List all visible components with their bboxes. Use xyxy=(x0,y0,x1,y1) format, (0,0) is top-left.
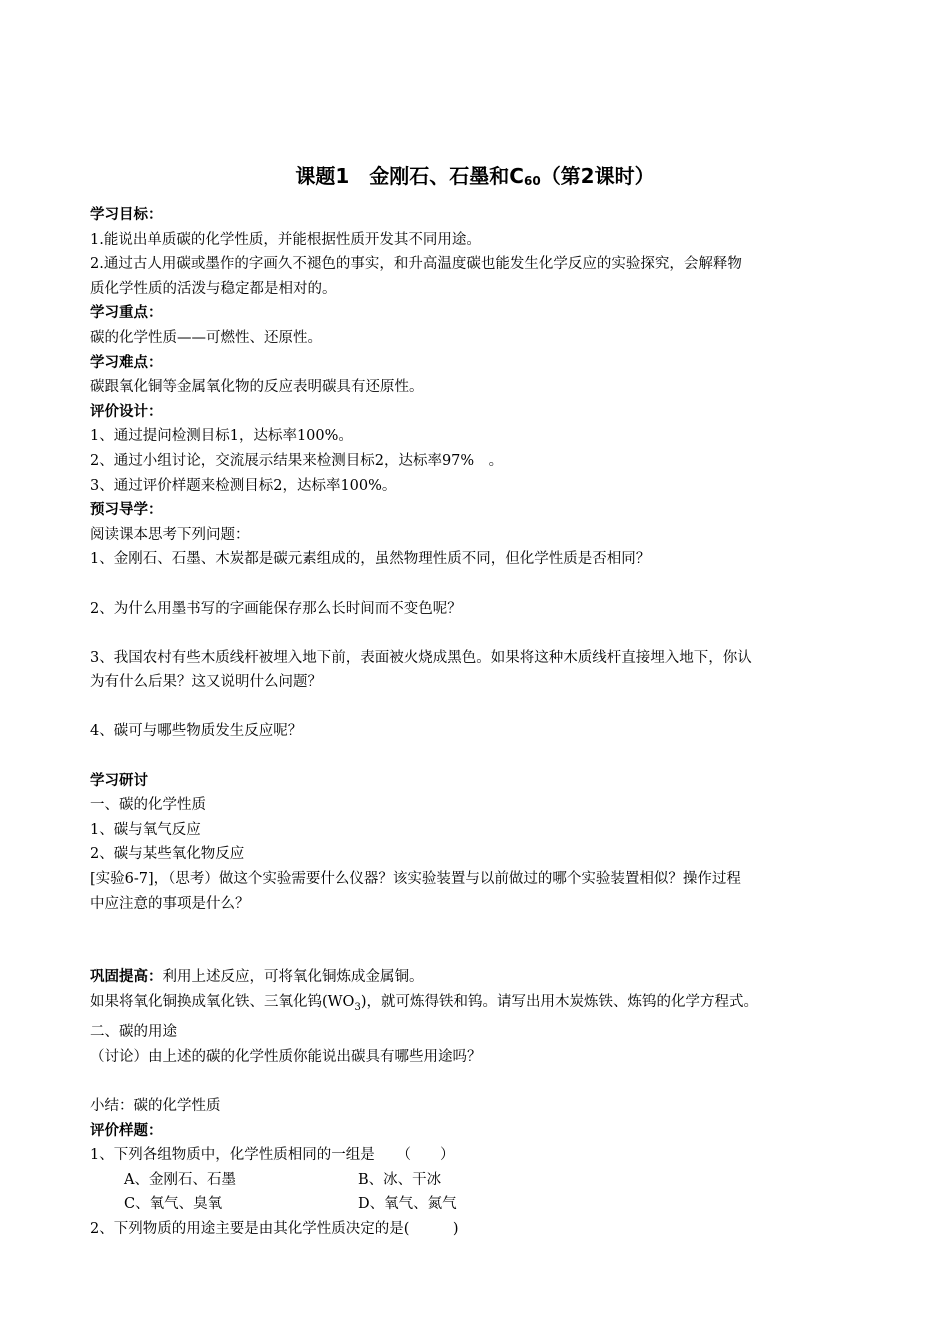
answer-space xyxy=(90,1069,870,1094)
preview-question: 3、我国农村有些木质线杆被埋入地下前，表面被火烧成黑色。如果将这种木质线杆直接埋入地下，你认 xyxy=(90,649,752,666)
experiment-question: [实验6-7]，（思考）做这个实验需要什么仪器？该实验装置与以前做过的哪个实验装置相似？操作过程 xyxy=(90,871,741,888)
section-title: 二、碳的用途 xyxy=(90,1024,177,1041)
section-title: 一、碳的化学性质 xyxy=(90,797,206,814)
option-b: B、冰、干冰 xyxy=(358,1171,442,1188)
consolidate-heading: 巩固提高： xyxy=(90,969,163,986)
preview-question: 2、为什么用墨书写的字画能保存那么长时间而不变色呢？ xyxy=(90,600,462,617)
discussion: （讨论）由上述的碳的化学性质你能说出碳具有哪些用途吗？ xyxy=(90,1048,482,1065)
experiment-question-cont: 中应注意的事项是什么？ xyxy=(90,895,250,912)
option-row xyxy=(90,1168,870,1193)
document-body xyxy=(90,203,870,1242)
consolidate-text: 利用上述反应，可将氧化铜炼成金属铜。 xyxy=(162,969,424,986)
preview-question: 1、金刚石、石墨、木炭都是碳元素组成的，虽然物理性质不同，但化学性质是否相同？ xyxy=(90,551,651,568)
consolidate-text: )，就可炼得铁和钨。请写出用木炭炼铁、炼钨的化学方程式。 xyxy=(360,993,758,1010)
difficulty-heading: 学习难点： xyxy=(90,354,163,371)
preview-intro: 阅读课本思考下列问题： xyxy=(90,526,250,543)
goal-item: 2.通过古人用碳或墨作的字画久不褪色的事实，和升高温度碳也能发生化学反应的实验探究，会解释物 xyxy=(90,256,742,273)
study-heading: 学习研讨 xyxy=(90,772,148,789)
answer-space xyxy=(90,744,870,769)
option-row xyxy=(90,1192,870,1217)
title-suffix: （第2课时） xyxy=(540,164,655,188)
focus-heading: 学习重点： xyxy=(90,305,163,322)
evaluation-item: 1、通过提问检测目标1，达标率100%。 xyxy=(90,428,353,445)
evaluation-item: 2、通过小组讨论，交流展示结果来检测目标2，达标率97% 。 xyxy=(90,452,504,469)
consolidate-text: 如果将氧化铜换成氧化铁、三氧化钨(WO xyxy=(90,993,355,1010)
preview-question: 4、碳可与哪些物质发生反应呢？ xyxy=(90,723,303,740)
samples-heading: 评价样题： xyxy=(90,1122,163,1139)
sample-question: 2、下列物质的用途主要是由其化学性质决定的是( ) xyxy=(90,1221,459,1238)
title-subscript: 60 xyxy=(523,174,541,188)
option-c: C、氧气、臭氧 xyxy=(124,1196,223,1213)
option-d: D、氧气、氮气 xyxy=(358,1196,457,1213)
page-title xyxy=(0,160,950,189)
focus-text: 碳的化学性质——可燃性、还原性。 xyxy=(90,329,322,346)
preview-question-cont: 为有什么后果？这又说明什么问题？ xyxy=(90,674,322,691)
subsection: 2、碳与某些氧化物反应 xyxy=(90,846,245,863)
goal-item: 1.能说出单质碳的化学性质，并能根据性质开发其不同用途。 xyxy=(90,231,481,248)
preview-heading: 预习导学： xyxy=(90,502,163,519)
evaluation-item: 3、通过评价样题来检测目标2，达标率100%。 xyxy=(90,477,397,494)
summary: 小结：碳的化学性质 xyxy=(90,1098,221,1115)
answer-space xyxy=(90,916,870,965)
consolidate-line2 xyxy=(90,990,870,1020)
sample-question: 1、下列各组物质中，化学性质相同的一组是 （ ） xyxy=(90,1147,455,1164)
goals-heading: 学习目标： xyxy=(90,207,163,223)
answer-space xyxy=(90,572,870,597)
evaluation-heading: 评价设计： xyxy=(90,403,163,420)
answer-space xyxy=(90,695,870,720)
title-text: 课题1 金刚石、石墨和C xyxy=(295,164,524,188)
option-a: A、金刚石、石墨 xyxy=(124,1171,236,1188)
answer-space xyxy=(90,621,870,646)
formula-subscript: 3 xyxy=(354,1001,361,1013)
consolidate-line xyxy=(90,965,870,990)
subsection: 1、碳与氧气反应 xyxy=(90,821,201,838)
difficulty-text: 碳跟氧化铜等金属氧化物的反应表明碳具有还原性。 xyxy=(90,379,424,396)
goal-item: 质化学性质的活泼与稳定都是相对的。 xyxy=(90,280,337,297)
